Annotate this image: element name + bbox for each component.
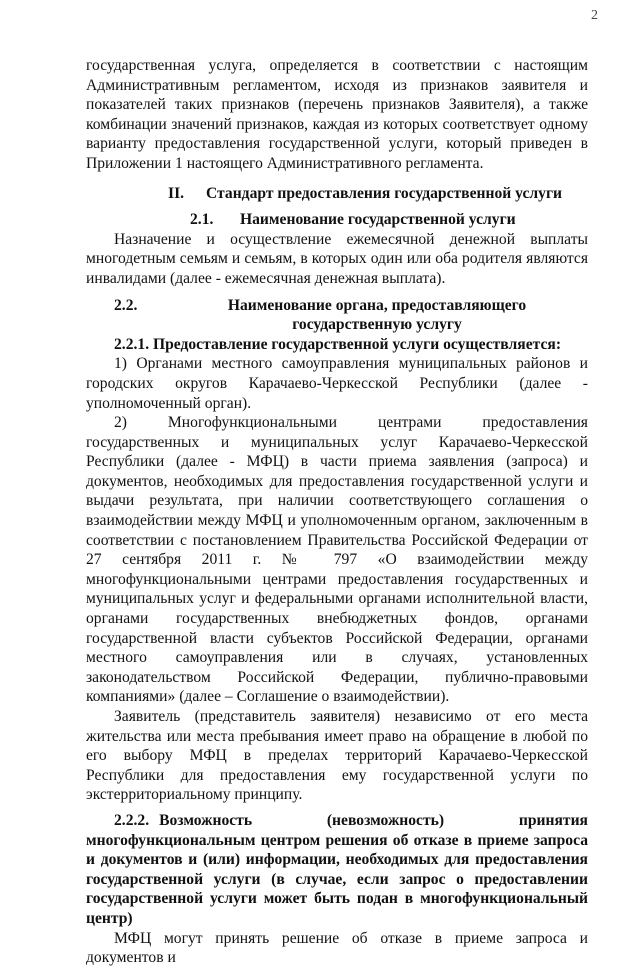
applicant-paragraph: Заявитель (представитель заявителя) независимо от его места жительства или места пребывания имеет право на обращение в любой по его выбору МФЦ в пределах территорий Карачаево-Черкесской Республики для предоставления ему государственной услуги по экстерриториальному принципу.: [86, 708, 588, 804]
section-2-1-heading: [86, 210, 588, 230]
section-2-2-2-text: МФЦ могут принять решение об отказе в приеме запроса и документов и: [86, 929, 588, 967]
section-2-2-2-title: Возможность (невозможность) принятия многофункциональным центром решения об отказе в приеме запроса и документов и (или) информации, необходимых для предоставления государственной услуги (в случае, если запрос о предоставлении государственной услуги может быть подан в многофункциональный центр): [86, 811, 588, 927]
page-number: 2: [591, 8, 598, 23]
section-2-1-text: Назначение и осуществление ежемесячной денежной выплаты многодетным семьям и семьям, в которых один или оба родителя являются инвалидами (далее - ежемесячная денежная выплата).: [86, 230, 588, 287]
section-2-2-2-number: 2.2.2.: [114, 811, 150, 829]
section-2-2-1-item-1: 1) Органами местного самоуправления муниципальных районов и городских округов Карачаево-Черкесской Республики (далее - уполномоченный орган).: [86, 355, 588, 412]
section-II-title: Стандарт предоставления государственной услуги: [206, 184, 563, 202]
section-2-2-2-heading: [86, 811, 588, 929]
section-II-heading: [86, 184, 588, 204]
section-II-number: II.: [168, 184, 185, 202]
document-body: [86, 56, 588, 968]
section-2-2-1-heading: 2.2.1. Предоставление государственной услуги осуществляется:: [114, 335, 562, 353]
intro-paragraph: государственная услуга, определяется в соответствии с настоящим Административным регламентом, исходя из признаков заявителя и показателей таких признаков (перечень признаков Заявителя), а также комбинации значений признаков, каждая из которых соответствует одному варианту предоставления государственной услуги, который приведен в Приложении 1 настоящего Административного регламента.: [86, 57, 588, 172]
section-2-2-1-item-2: 2) Многофункциональными центрами предоставления государственных и муниципальных услуг Карачаево-Черкесской Республики (далее - МФЦ) в части приема заявления (запроса) и документов, необходимых для предоставления государственной услуги и выдачи результата, при наличии соответствующего соглашения о взаимодействии между МФЦ и уполномоченным органом, заключенным в соответствии с постановлением Правительства Российской Федерации от 27 сентября 2011 г. № 797 «О взаимодействии между многофункциональными центрами предоставления государственных и муниципальных услуг и федеральными органами исполнительной власти, органами государственных внебюджетных фондов, органами государственной власти субъектов Российской Федерации, органами местного самоуправления или в случаях, установленных законодательством Российской Федерации, публично-правовыми компаниями» (далее – Соглашение о взаимодействии).: [86, 414, 588, 706]
section-2-1-number: 2.1.: [190, 211, 214, 229]
section-2-2-number: 2.2.: [114, 296, 138, 314]
section-2-2-heading: [86, 296, 588, 335]
section-2-1-title: Наименование государственной услуги: [240, 211, 516, 229]
section-2-2-title: Наименование органа, предоставляющего государственную услугу: [227, 296, 527, 334]
